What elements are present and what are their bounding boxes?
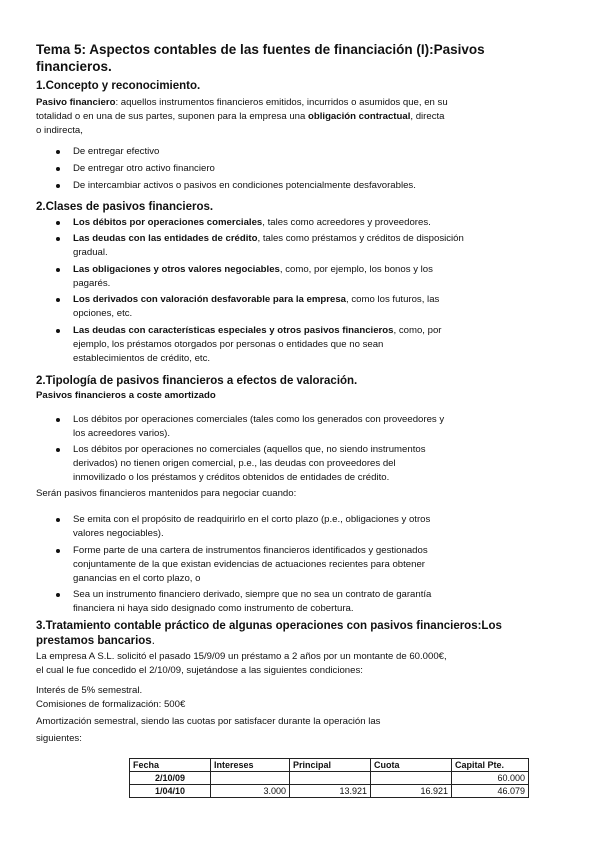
- bullet-icon: [56, 298, 60, 302]
- list-item: De entregar otro activo financiero: [73, 163, 215, 174]
- list-item-continuation: gradual.: [73, 247, 108, 258]
- table-header-cell: Cuota: [371, 759, 452, 772]
- bullet-icon: [56, 593, 60, 597]
- table-cell: [290, 772, 371, 785]
- table-cell: [371, 772, 452, 785]
- definition-line2: [36, 110, 445, 124]
- definition-text: , directa: [410, 111, 445, 122]
- list-item-continuation: inmovilizado o los préstamos y créditos obtenidos de entidades de crédito.: [73, 472, 390, 483]
- list-item-bold: Las deudas con las entidades de crédito: [73, 233, 258, 244]
- list-item-bold: Las deudas con características especiales y otros pasivos financieros: [73, 325, 394, 336]
- definition-line3: o indirecta,: [36, 125, 83, 136]
- list-item-continuation: establecimientos de crédito, etc.: [73, 353, 211, 364]
- section-4-heading-line2: [36, 634, 155, 648]
- loan-condition-interest: Interés de 5% semestral.: [36, 685, 143, 696]
- definition-text: totalidad o en una de sus partes, suponen para la empresa una: [36, 111, 309, 122]
- definition-text: : aquellos instrumentos financieros emitidos, incurridos o asumidos que, en su: [115, 97, 448, 108]
- table-header-cell: Intereses: [211, 759, 290, 772]
- list-item: Sea un instrumento financiero derivado, siempre que no sea un contrato de garantía: [73, 589, 432, 600]
- bullet-icon: [56, 448, 60, 452]
- list-item: De entregar efectivo: [73, 146, 160, 157]
- list-item: [73, 324, 441, 338]
- table-row: [130, 772, 529, 785]
- table-cell: [211, 772, 290, 785]
- bullet-icon: [56, 184, 60, 188]
- list-item-bold: Los débitos por operaciones comerciales: [73, 217, 263, 228]
- table-cell-date: 1/04/10: [130, 785, 211, 798]
- table-cell-date: 2/10/09: [130, 772, 211, 785]
- loan-intro-line1: La empresa A S.L. solicitó el pasado 15/9/09 un préstamo a 2 años por un montante de 60.000€,: [36, 651, 447, 662]
- amortization-table: [129, 758, 529, 798]
- list-item: Los débitos por operaciones no comerciales (aquellos que, no siendo instrumentos: [73, 444, 426, 455]
- list-item-continuation: derivados) no tienen origen comercial, p.e., las deudas con proveedores del: [73, 458, 396, 469]
- list-item: [73, 216, 431, 230]
- definition-line1: [36, 96, 448, 110]
- list-item-continuation: conjuntamente de la que existan evidencias de actuaciones recientes para obtener: [73, 559, 426, 570]
- bullet-icon: [56, 167, 60, 171]
- section-4-heading-line1: 3.Tratamiento contable práctico de algunas operaciones con pasivos financieros:Los: [36, 620, 502, 632]
- list-item-continuation: valores negociables).: [73, 528, 164, 539]
- list-item: Los débitos por operaciones comerciales (tales como los generados con proveedores y: [73, 414, 445, 425]
- section-1-heading: 1.Concepto y reconocimiento.: [36, 80, 201, 92]
- bullet-icon: [56, 221, 60, 225]
- amortization-line1: Amortización semestral, siendo las cuotas por satisfacer durante la operación las: [36, 716, 381, 727]
- list-item-continuation: ejemplo, los préstamos otorgados por personas o entidades que no sean: [73, 339, 384, 350]
- bullet-icon: [56, 150, 60, 154]
- list-item: [73, 263, 433, 277]
- bullet-icon: [56, 237, 60, 241]
- definition-term: Pasivo financiero: [36, 97, 116, 108]
- list-item-text: , tales como préstamos y créditos de disposición: [257, 233, 464, 244]
- section-4-heading-dot: .: [151, 635, 155, 647]
- list-item-text: , tales como acreedores y proveedores.: [262, 217, 431, 228]
- list-item-text: , como, por ejemplo, los bonos y los: [279, 264, 433, 275]
- bullet-icon: [56, 418, 60, 422]
- definition-bold: obligación contractual: [308, 111, 411, 122]
- section-4-heading-text: prestamos bancarios: [36, 635, 152, 647]
- table-cell: 3.000: [211, 785, 290, 798]
- bullet-icon: [56, 329, 60, 333]
- bullet-icon: [56, 549, 60, 553]
- list-item-continuation: los acreedores varios).: [73, 428, 171, 439]
- list-item-continuation: financiera ni haya sido designado como instrumento de cobertura.: [73, 603, 354, 614]
- loan-condition-fees: Comisiones de formalización: 500€: [36, 699, 186, 710]
- list-item-continuation: opciones, etc.: [73, 308, 133, 319]
- list-item-text: , como, por: [393, 325, 442, 336]
- list-item-continuation: ganancias en el corto plazo, o: [73, 573, 201, 584]
- table-header-cell: Fecha: [130, 759, 211, 772]
- list-item-bold: Los derivados con valoración desfavorable para la empresa: [73, 294, 347, 305]
- section-2-heading: 2.Clases de pasivos financieros.: [36, 201, 214, 213]
- table-cell: 46.079: [452, 785, 529, 798]
- list-item-text: , como los futuros, las: [346, 294, 440, 305]
- table-header-cell: Principal: [290, 759, 371, 772]
- bullet-icon: [56, 268, 60, 272]
- table-cell: 60.000: [452, 772, 529, 785]
- document-title-line1: Tema 5: Aspectos contables de las fuentes de financiación (I):Pasivos: [36, 42, 485, 57]
- table-cell: 16.921: [371, 785, 452, 798]
- list-item-bold: Las obligaciones y otros valores negociables: [73, 264, 280, 275]
- document-title-line2: financieros.: [36, 59, 112, 74]
- list-item: Se emita con el propósito de readquirirlo en el corto plazo (p.e., obligaciones y otros: [73, 514, 431, 525]
- list-item: [73, 293, 439, 307]
- amortization-line2: siguientes:: [36, 733, 82, 744]
- list-item: [73, 232, 464, 246]
- list-item: Forme parte de una cartera de instrumentos financieros identificados y gestionados: [73, 545, 428, 556]
- list-item-continuation: pagarés.: [73, 278, 111, 289]
- bullet-icon: [56, 518, 60, 522]
- table-header-row: [130, 759, 529, 772]
- table-row: [130, 785, 529, 798]
- table-cell: 13.921: [290, 785, 371, 798]
- table-header-cell: Capital Pte.: [452, 759, 529, 772]
- negociar-intro: Serán pasivos financieros mantenidos para negociar cuando:: [36, 488, 297, 499]
- subheading: Pasivos financieros a coste amortizado: [36, 390, 216, 401]
- list-item: De intercambiar activos o pasivos en condiciones potencialmente desfavorables.: [73, 180, 416, 191]
- loan-intro-line2: el cual le fue concedido el 2/10/09, sujetándose a las siguientes condiciones:: [36, 665, 363, 676]
- section-3-heading: 2.Tipología de pasivos financieros a efectos de valoración.: [36, 375, 358, 387]
